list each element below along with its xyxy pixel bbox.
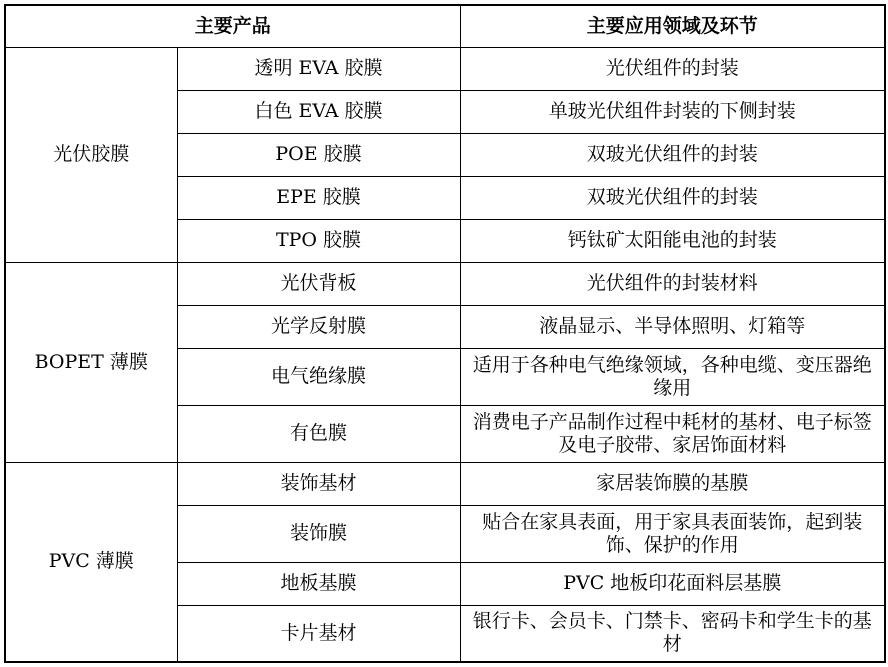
application-cell: 贴合在家具表面，用于家具表面装饰，起到装饰、保护的作用 xyxy=(460,505,885,562)
table-row xyxy=(5,262,885,305)
application-cell: 消费电子产品制作过程中耗材的基材、电子标签及电子胶带、家居饰面材料 xyxy=(460,405,885,462)
application-cell: 适用于各种电气绝缘领域，各种电缆、变压器绝缘用 xyxy=(460,348,885,405)
product-cell: 地板基膜 xyxy=(177,562,460,605)
product-cell: 有色膜 xyxy=(177,405,460,462)
product-cell: TPO 胶膜 xyxy=(177,219,460,262)
product-application-table xyxy=(4,4,886,663)
product-cell: 卡片基材 xyxy=(177,605,460,662)
application-cell: 液晶显示、半导体照明、灯箱等 xyxy=(460,305,885,348)
application-cell: 银行卡、会员卡、门禁卡、密码卡和学生卡的基材 xyxy=(460,605,885,662)
application-cell: 家居装饰膜的基膜 xyxy=(460,462,885,505)
category-cell: PVC 薄膜 xyxy=(5,462,177,662)
product-cell: 白色 EVA 胶膜 xyxy=(177,90,460,133)
application-cell: 光伏组件的封装 xyxy=(460,47,885,90)
product-cell: EPE 胶膜 xyxy=(177,176,460,219)
application-cell: 双玻光伏组件的封装 xyxy=(460,176,885,219)
header-applications: 主要应用领域及环节 xyxy=(460,5,885,47)
product-cell: 装饰膜 xyxy=(177,505,460,562)
header-row xyxy=(5,5,885,47)
table-row xyxy=(5,47,885,90)
header-main-products: 主要产品 xyxy=(5,5,460,47)
application-cell: 钙钛矿太阳能电池的封装 xyxy=(460,219,885,262)
application-cell: 光伏组件的封装材料 xyxy=(460,262,885,305)
application-cell: 单玻光伏组件封装的下侧封装 xyxy=(460,90,885,133)
category-cell: 光伏胶膜 xyxy=(5,47,177,262)
category-cell: BOPET 薄膜 xyxy=(5,262,177,462)
product-cell: 装饰基材 xyxy=(177,462,460,505)
product-cell: POE 胶膜 xyxy=(177,133,460,176)
product-cell: 电气绝缘膜 xyxy=(177,348,460,405)
table-row xyxy=(5,462,885,505)
product-cell: 光学反射膜 xyxy=(177,305,460,348)
product-cell: 透明 EVA 胶膜 xyxy=(177,47,460,90)
application-cell: 双玻光伏组件的封装 xyxy=(460,133,885,176)
application-cell: PVC 地板印花面料层基膜 xyxy=(460,562,885,605)
product-cell: 光伏背板 xyxy=(177,262,460,305)
